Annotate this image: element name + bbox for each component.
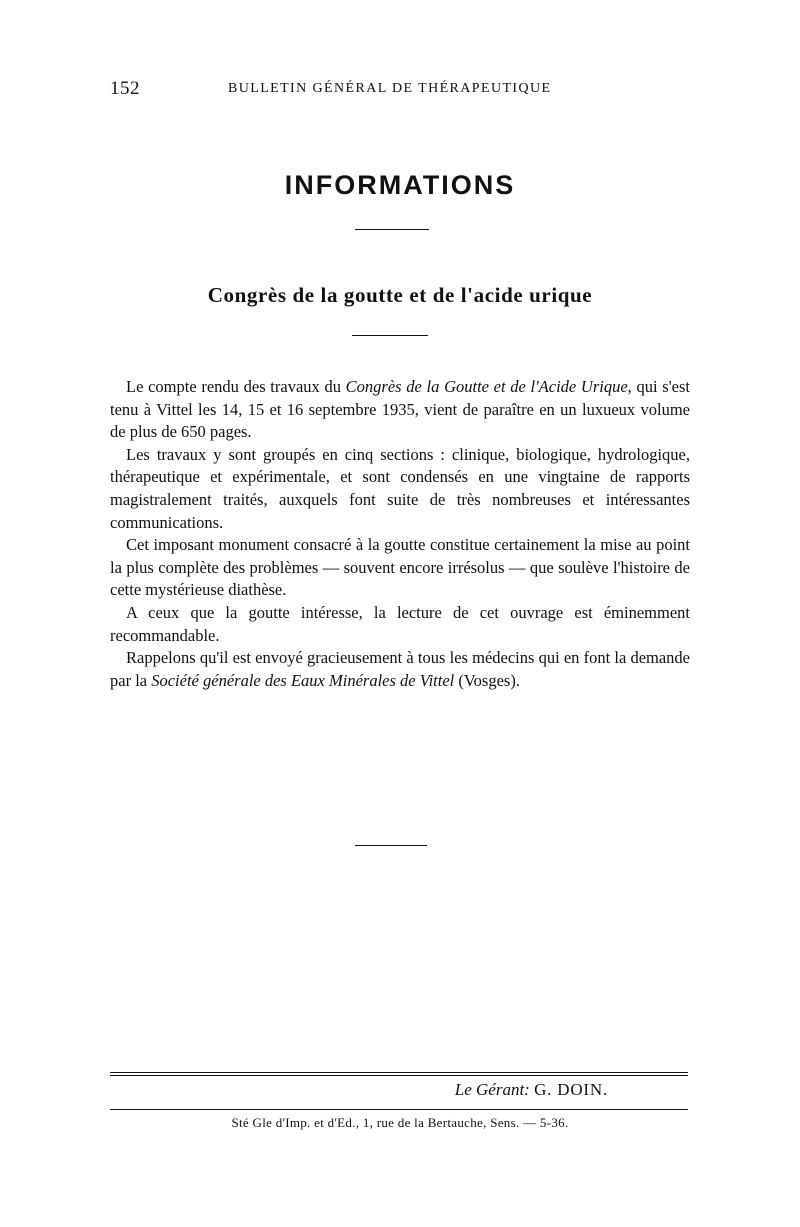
running-title: BULLETIN GÉNÉRAL DE THÉRAPEUTIQUE xyxy=(228,81,552,96)
section-title: INFORMATIONS xyxy=(284,170,516,200)
paragraph-text: (Vosges). xyxy=(454,670,520,690)
gerant-name: G. DOIN. xyxy=(534,1080,608,1099)
paragraph-text: Rappelons qu'il est envoyé gracieusement à tous les médecins qui en font la demande par la xyxy=(110,648,690,690)
divider-rule xyxy=(355,229,429,230)
gerant-label: Le Gérant: xyxy=(454,1080,530,1099)
footer-rule xyxy=(110,1109,688,1110)
page-header xyxy=(110,78,690,102)
article-title: Congrès de la goutte et de l'acide urique xyxy=(207,283,593,307)
rule-line xyxy=(110,1072,688,1073)
footer-double-rule xyxy=(110,1072,688,1078)
printer-imprint: Sté Gle d'Imp. et d'Ed., 1, rue de la Bertauche, Sens. — 5-36. xyxy=(231,1115,569,1130)
article-body xyxy=(110,376,690,692)
paragraph xyxy=(110,647,690,692)
gerant-line xyxy=(110,1080,608,1100)
paragraph xyxy=(110,376,690,444)
company-name: Société générale des Eaux Minérales de Vittel xyxy=(151,670,455,690)
paragraph-text: , qui s'est tenu à Vittel les 14, 15 et 16 septembre 1935, vient de paraître en un luxueux volume de plus de 650 pages. xyxy=(110,377,690,442)
congress-title: Congrès de la Goutte et de l'Acide Urique xyxy=(345,377,628,396)
paragraph: A ceux que la goutte intéresse, la lecture de cet ouvrage est éminemment recommandable. xyxy=(110,602,690,645)
paragraph: Les travaux y sont groupés en cinq sections : clinique, biologique, hydrologique, thérapeutique et expérimentale, et sont condensés en une vingtaine de rapports magistralement traités, auxquels font suite de très nombreuses et intéressantes communications. xyxy=(110,444,690,532)
paragraph-text: Le compte rendu des travaux du xyxy=(126,377,346,396)
end-divider-rule xyxy=(355,845,427,846)
page-number: 152 xyxy=(110,78,140,99)
rule-line xyxy=(110,1075,688,1076)
divider-rule xyxy=(352,335,428,336)
paragraph: Cet imposant monument consacré à la goutte constitue certainement la mise au point la plus complète des problèmes — souvent encore irrésolus — que soulève l'histoire de cette mystérieuse diathèse. xyxy=(110,535,690,600)
